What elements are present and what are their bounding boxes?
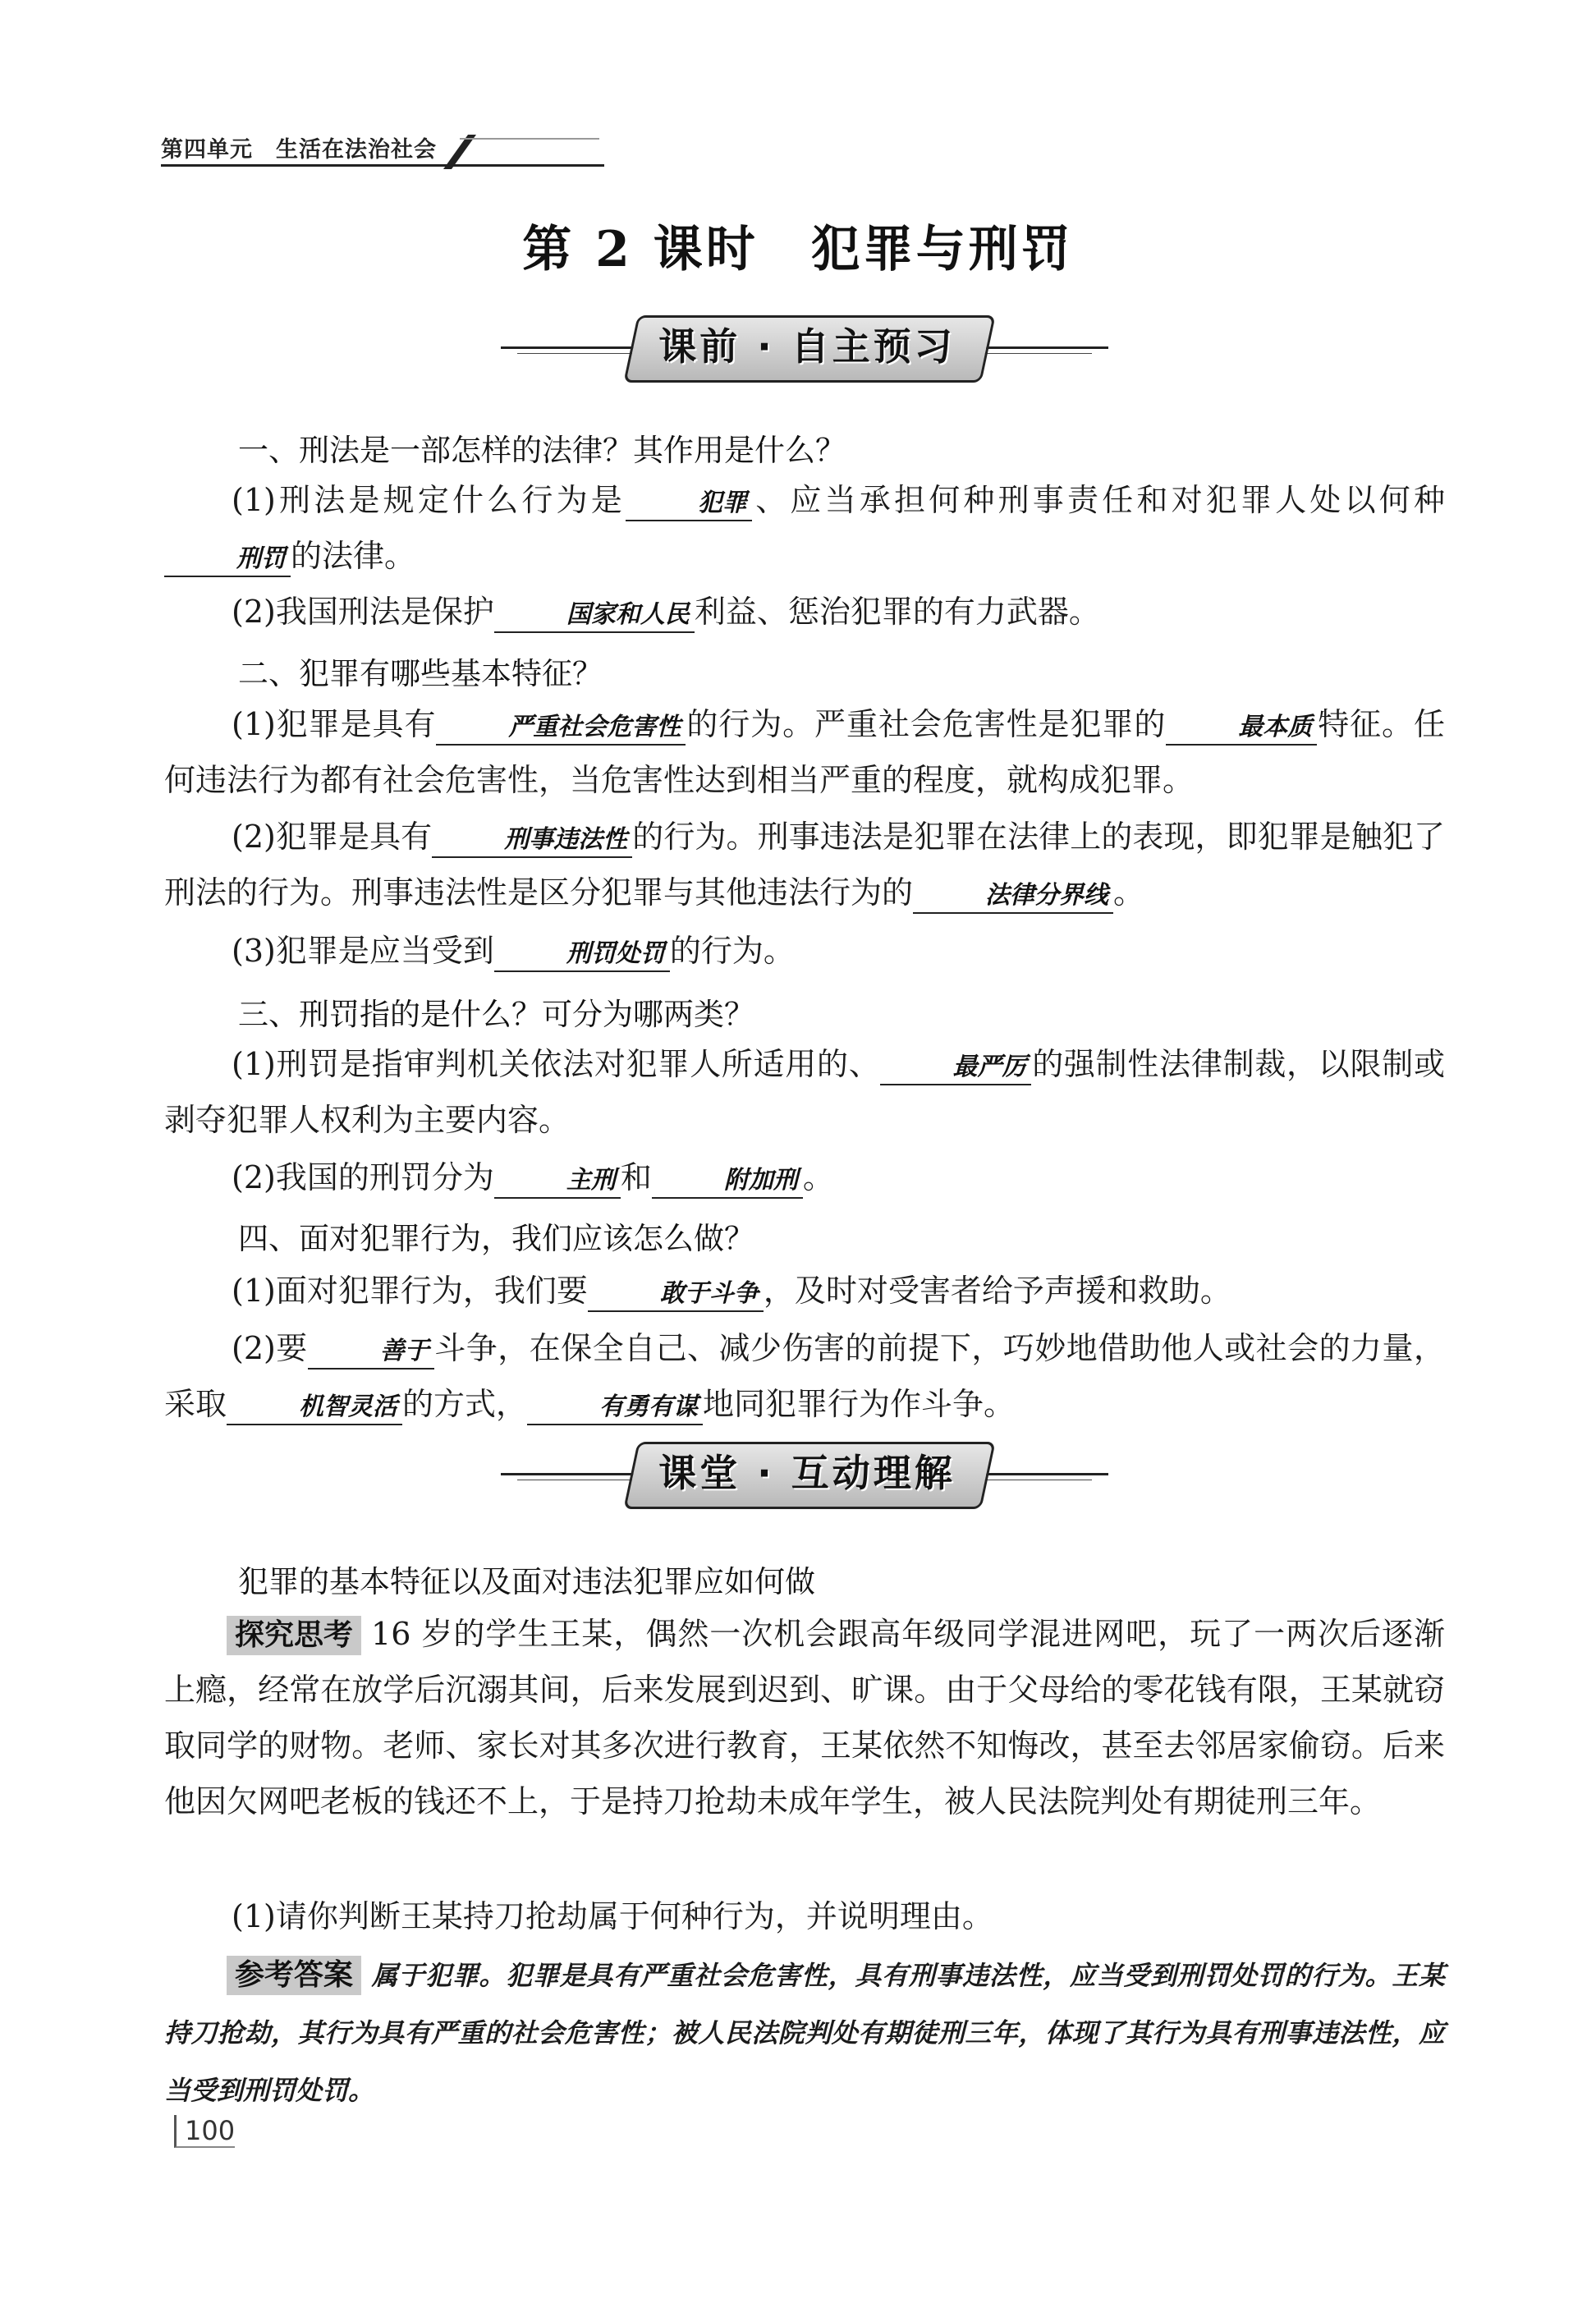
classroom-banner: [501, 1438, 1108, 1512]
blank-answer: 主刑: [494, 1164, 621, 1199]
question-2-item-1: (1)犯罪是具有 严重社会危害性 的行为。严重社会危害性是犯罪的 最本质 特征。任何违法行为都有社会危害性，当危害性达到相当严重的程度，就构成犯罪。: [164, 706, 1445, 798]
question-1-title: 一、刑法是一部怎样的法律？其作用是什么？: [238, 433, 846, 468]
blank-answer: 附加刑: [652, 1164, 803, 1199]
question-1-item-1: (1)刑法是规定什么行为是 犯罪 、应当承担何种刑事责任和对犯罪人处以何种刑罚 的法律。: [164, 472, 1445, 584]
blank-answer: 刑事违法性: [432, 824, 632, 858]
blank-answer: 机智灵活: [227, 1391, 402, 1425]
question-4-title: 四、面对犯罪行为，我们应该怎么做？: [238, 1221, 754, 1256]
question-3-item-1: (1)刑罚是指审判机关依法对犯罪人所适用的、 最严厉 的强制性法律制裁，以限制或剥夺犯罪人权利为主要内容。: [164, 1046, 1445, 1138]
blank-answer: 敢于斗争: [588, 1278, 764, 1312]
header-decoration: [443, 128, 476, 169]
reference-answer: 参考答案 属于犯罪。犯罪是具有严重社会危害性，具有刑事违法性，应当受到刑罚处罚的行为。王某持刀抢劫，其行为具有严重的社会危害性；被人民法院判处有期徒刑三年，体现了其行为具有刑事违法性，应当受到刑罚处罚。: [164, 1946, 1445, 2118]
answer-tag: 参考答案: [227, 1956, 361, 1995]
question-2-title: 二、犯罪有哪些基本特征？: [238, 656, 603, 691]
unit-label: 第四单元 生活在法治社会: [161, 137, 437, 163]
blank-answer: 最本质: [1166, 711, 1317, 746]
blank-answer: 刑罚处罚: [494, 938, 670, 972]
blank-answer: 严重社会危害性: [436, 711, 686, 746]
header-rule: [161, 164, 604, 167]
header-rule-extension: [460, 138, 599, 140]
blank-answer: 刑罚: [164, 543, 291, 577]
blank-answer: 法律分界线: [913, 879, 1113, 914]
blank-answer: 善于: [308, 1335, 434, 1370]
section-heading: 犯罪的基本特征以及面对违法犯罪应如何做: [238, 1564, 815, 1599]
question-3-title: 三、刑罚指的是什么？可分为哪两类？: [238, 997, 754, 1032]
explore-question: (1)请你判断王某持刀抢劫属于何种行为，并说明理由。: [232, 1898, 993, 1934]
blank-answer: 犯罪: [626, 487, 752, 521]
explore-tag: 探究思考: [227, 1616, 361, 1655]
preview-banner-label: 课前 · 自主预习: [658, 324, 956, 369]
question-3-item-2: (2)我国的刑罚分为 主刑 和 附加刑 。: [164, 1149, 1445, 1205]
unit-header: [161, 131, 604, 167]
preview-banner: [501, 312, 1108, 386]
blank-answer: 有勇有谋: [527, 1391, 703, 1425]
question-4-item-2: (2)要 善于 斗争，在保全自己、减少伤害的前提下，巧妙地借助他人或社会的力量，采取 机智灵活 的方式， 有勇有谋 地同犯罪行为作斗争。: [164, 1320, 1445, 1432]
question-2-item-3: (3)犯罪是应当受到 刑罚处罚 的行为。: [164, 923, 1445, 979]
blank-answer: 国家和人民: [494, 599, 695, 633]
explore-passage: 探究思考 16 岁的学生王某，偶然一次机会跟高年级同学混进网吧，玩了一两次后逐渐上瘾，经常在放学后沉溺其间，后来发展到迟到、旷课。由于父母给的零花钱有限，王某就窃取同学的财物。老师、家长对其多次进行教育，王某依然不知悔改，甚至去邻居家偷窃。后来他因欠网吧老板的钱还不上，于是持刀抢劫未成年学生，被人民法院判处有期徒刑三年。: [164, 1616, 1445, 1819]
blank-answer: 最严厉: [880, 1051, 1031, 1085]
question-2-item-2: (2)犯罪是具有 刑事违法性 的行为。刑事违法是犯罪在法律上的表现，即犯罪是触犯了刑法的行为。刑事违法性是区分犯罪与其他违法行为的 法律分界线 。: [164, 809, 1445, 920]
question-4-item-1: (1)面对犯罪行为，我们要 敢于斗争 ，及时对受害者给予声援和救助。: [164, 1263, 1445, 1319]
question-1-item-2: (2)我国刑法是保护 国家和人民 利益、惩治犯罪的有力武器。: [164, 584, 1445, 640]
lesson-title: 第 2 课时 犯罪与刑罚: [522, 221, 1074, 278]
page-number: 100: [174, 2115, 235, 2148]
classroom-banner-label: 课堂 · 互动理解: [658, 1451, 956, 1495]
